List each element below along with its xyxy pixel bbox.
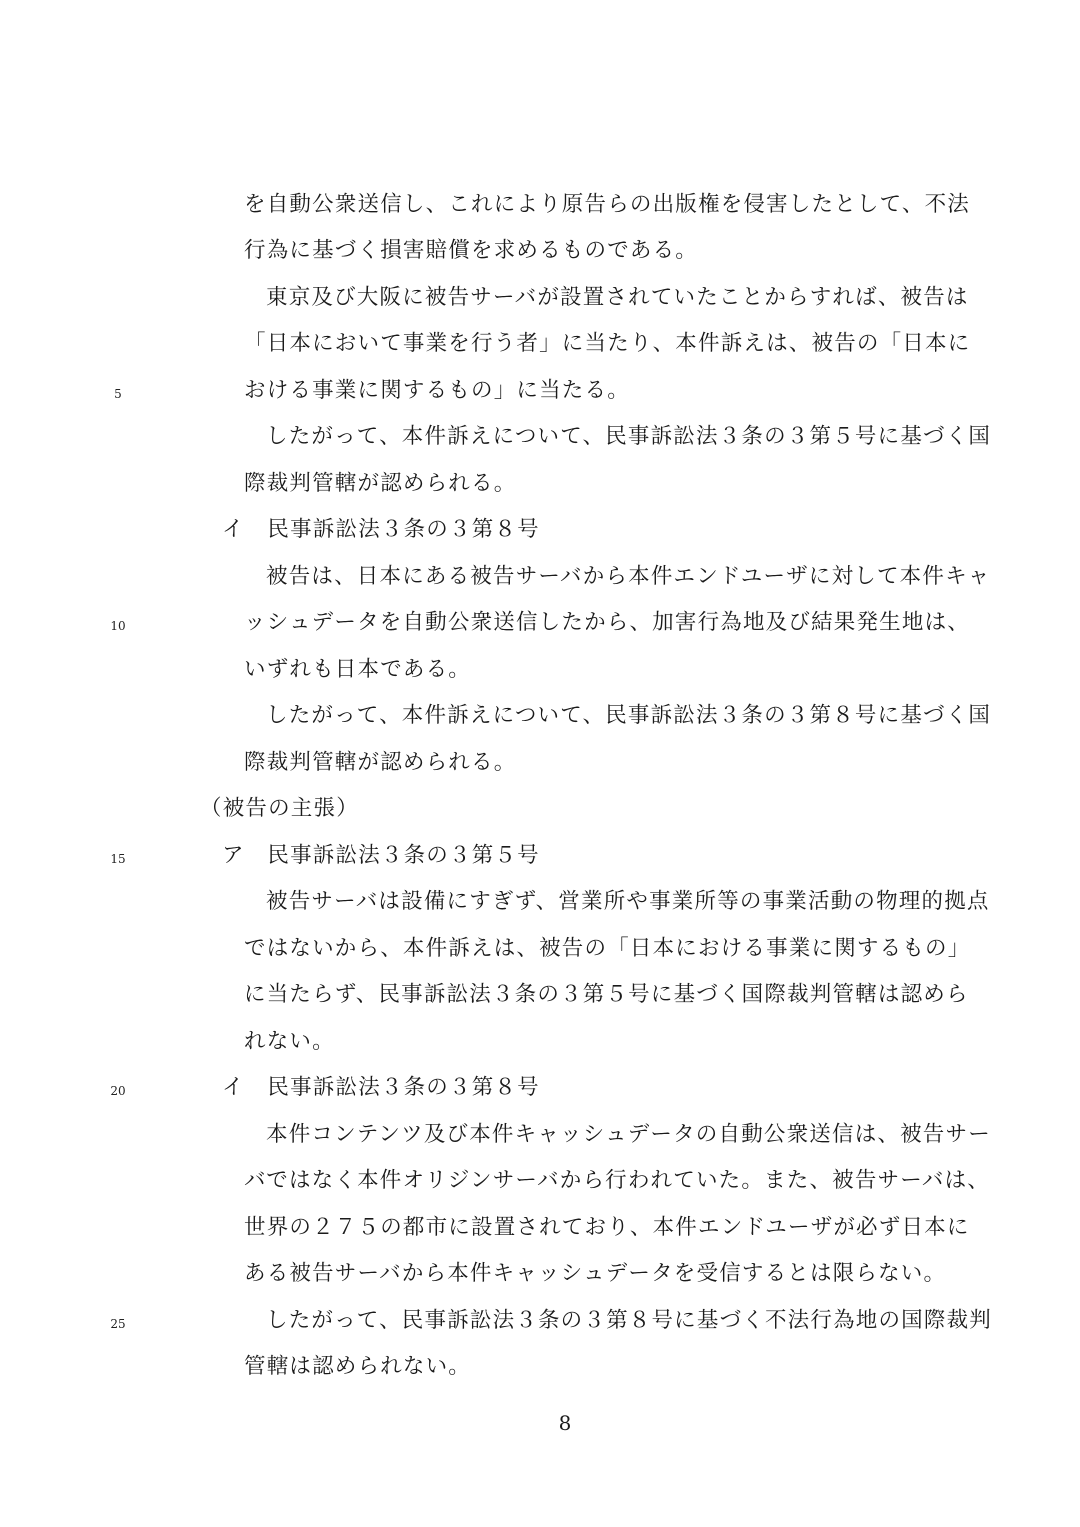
text-line-14: （被告の主張） [200,796,359,821]
text-line-6: したがって、本件訴えについて、民事訴訟法３条の３第５号に基づく国 [266,424,992,449]
line-number-15: 15 [110,852,126,866]
text-line-13: 際裁判管轄が認められる。 [244,750,517,775]
text-line-20: イ 民事訴訟法３条の３第８号 [222,1075,540,1100]
line-number-25: 25 [110,1317,126,1331]
text-line-10: ッシュデータを自動公衆送信したから、加害行為地及び結果発生地は、 [244,610,970,635]
text-line-1: を自動公衆送信し、これにより原告らの出版権を侵害したとして、不法 [244,192,970,217]
text-line-4: 「日本において事業を行う者」に当たり、本件訴えは、被告の「日本に [244,331,971,356]
line-number-10: 10 [110,619,126,633]
text-line-7: 際裁判管轄が認められる。 [244,471,517,496]
text-line-24: ある被告サーバから本件キャッシュデータを受信するとは限らない。 [244,1261,947,1286]
text-line-25: したがって、民事訴訟法３条の３第８号に基づく不法行為地の国際裁判 [266,1308,992,1333]
text-line-21: 本件コンテンツ及び本件キャッシュデータの自動公衆送信は、被告サー [266,1122,991,1147]
text-line-16: 被告サーバは設備にすぎず、営業所や事業所等の事業活動の物理的拠点 [266,889,990,914]
text-line-3: 東京及び大阪に被告サーバが設置されていたことからすれば、被告は [266,285,969,310]
text-line-18: に当たらず、民事訴訟法３条の３第５号に基づく国際裁判管轄は認めら [244,982,969,1007]
line-number-5: 5 [114,387,122,401]
text-line-8: イ 民事訴訟法３条の３第８号 [222,517,540,542]
text-line-15: ア 民事訴訟法３条の３第５号 [222,843,540,868]
text-line-9: 被告は、日本にある被告サーバから本件エンドユーザに対して本件キャ [266,564,991,589]
text-line-23: 世界の２７５の都市に設置されており、本件エンドユーザが必ず日本に [244,1215,970,1240]
text-line-2: 行為に基づく損害賠償を求めるものである。 [244,238,699,263]
text-line-17: ではないから、本件訴えは、被告の「日本における事業に関するもの」 [244,936,971,961]
line-number-20: 20 [110,1084,126,1098]
text-line-11: いずれも日本である。 [244,657,472,682]
text-line-19: れない。 [244,1029,335,1054]
page-number: 8 [558,1411,572,1435]
text-line-22: バではなく本件オリジンサーバから行われていた。また、被告サーバは、 [244,1168,990,1193]
text-line-5: おける事業に関するもの」に当たる。 [244,378,630,403]
text-line-26: 管轄は認められない。 [244,1354,472,1379]
text-line-12: したがって、本件訴えについて、民事訴訟法３条の３第８号に基づく国 [266,703,992,728]
